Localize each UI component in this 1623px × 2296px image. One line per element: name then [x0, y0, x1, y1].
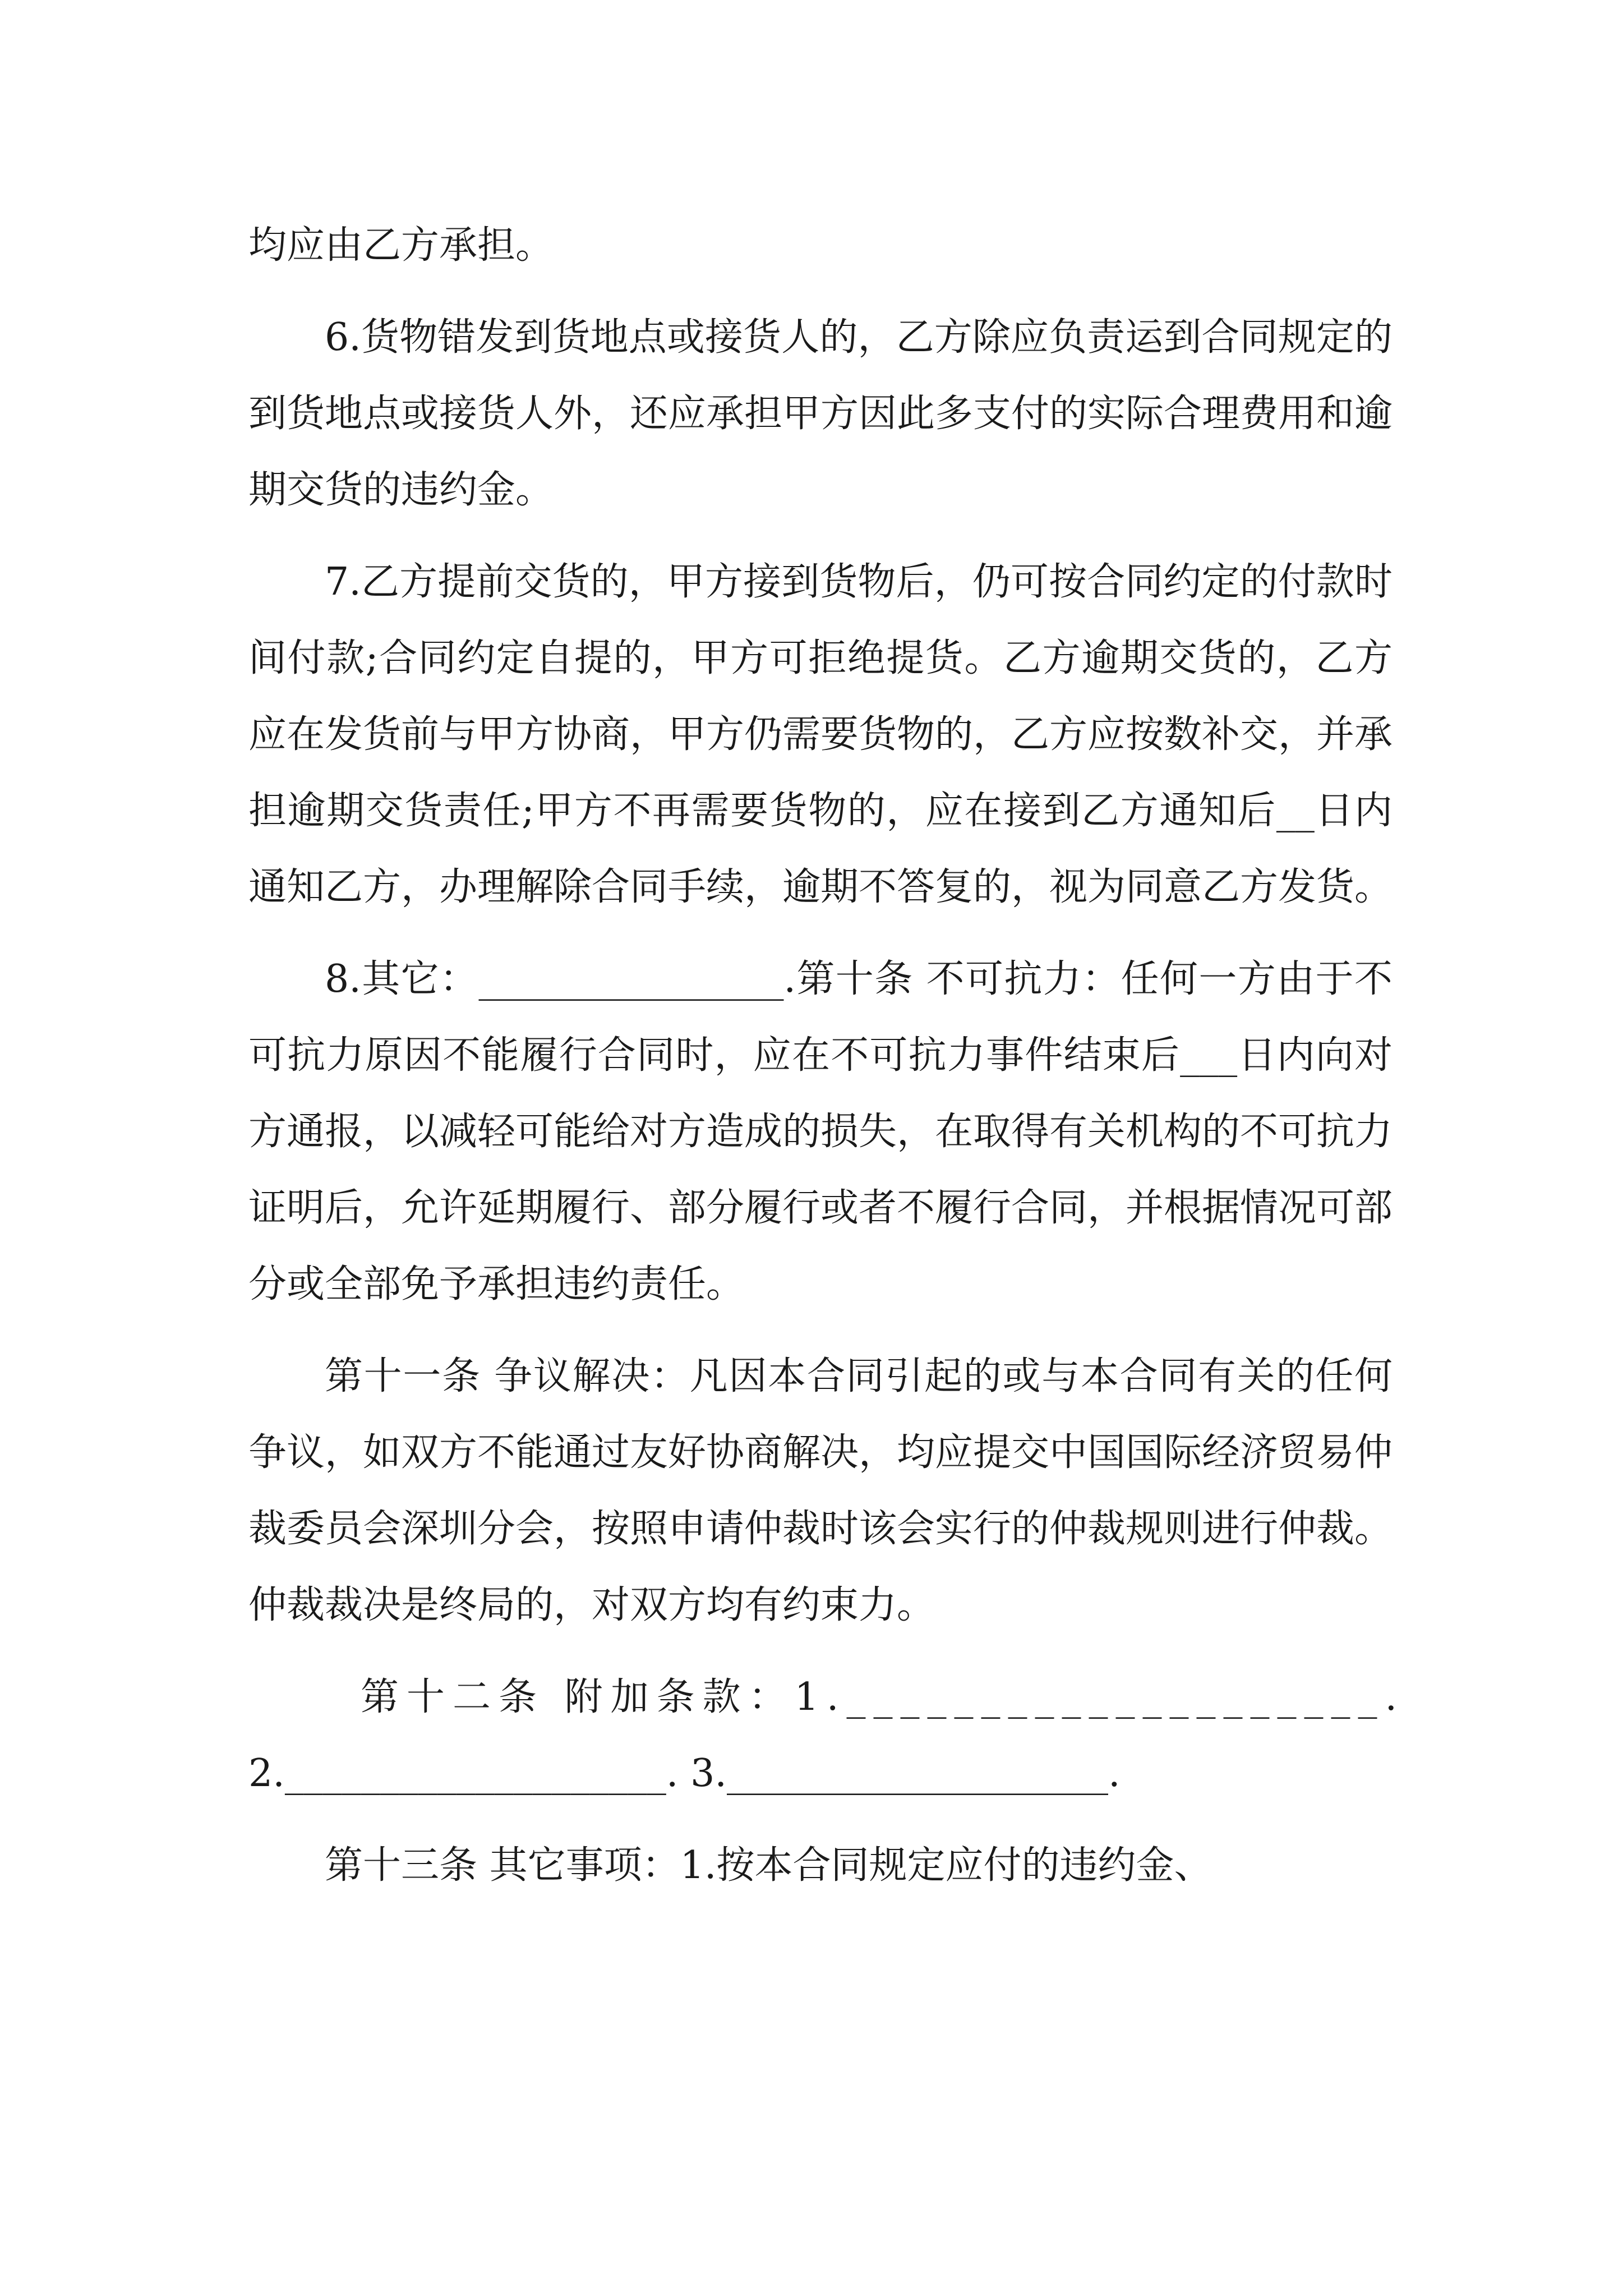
document-page [248, 208, 1405, 1904]
paragraph-item-7: 7.乙方提前交货的，甲方接到货物后，仍可按合同约定的付款时间付款;合同约定自提的，甲方可拒绝提货。乙方逾期交货的，乙方应在发货前与甲方协商，甲方仍需要货物的，乙方应按数补交，并承担逾期交货责任;甲方不再需要货物的，应在接到乙方通知后__日内通知乙方，办理解除合同手续，逾期不答复的，视为同意乙方发货。 [248, 560, 1393, 909]
paragraph-article-13: 第十三条 其它事项：1.按本合同规定应付的违约金、 [325, 1843, 1212, 1888]
paragraph-item-8: 8.其它：________________.第十条 不可抗力：任何一方由于不可抗力原因不能履行合同时，应在不可抗力事件结束后___日内向对方通报，以减轻可能给对方造成的损失，在取得有关机构的不可抗力证明后，允许延期履行、部分履行或者不履行合同，并根据情况可部分或全部免予承担违约责任。 [248, 957, 1393, 1306]
article-12-line-1: 第十二条 附加条款：1.____________________. [361, 1675, 1405, 1719]
article-12-line-2: 2.____________________. 3.____________________. [248, 1751, 1121, 1796]
paragraph-item-6: 6.货物错发到货地点或接货人的，乙方除应负责运到合同规定的到货地点或接货人外，还应承担甲方因此多支付的实际合理费用和逾期交货的违约金。 [248, 315, 1393, 512]
paragraph-article-11: 第十一条 争议解决：凡因本合同引起的或与本合同有关的任何争议，如双方不能通过友好协商解决，均应提交中国国际经济贸易仲裁委员会深圳分会，按照申请仲裁时该会实行的仲裁规则进行仲裁。仲裁裁决是终局的，对双方均有约束力。 [248, 1354, 1393, 1627]
paragraph-article-12 [248, 1659, 1405, 1812]
paragraph-continued: 均应由乙方承担。 [248, 223, 554, 268]
